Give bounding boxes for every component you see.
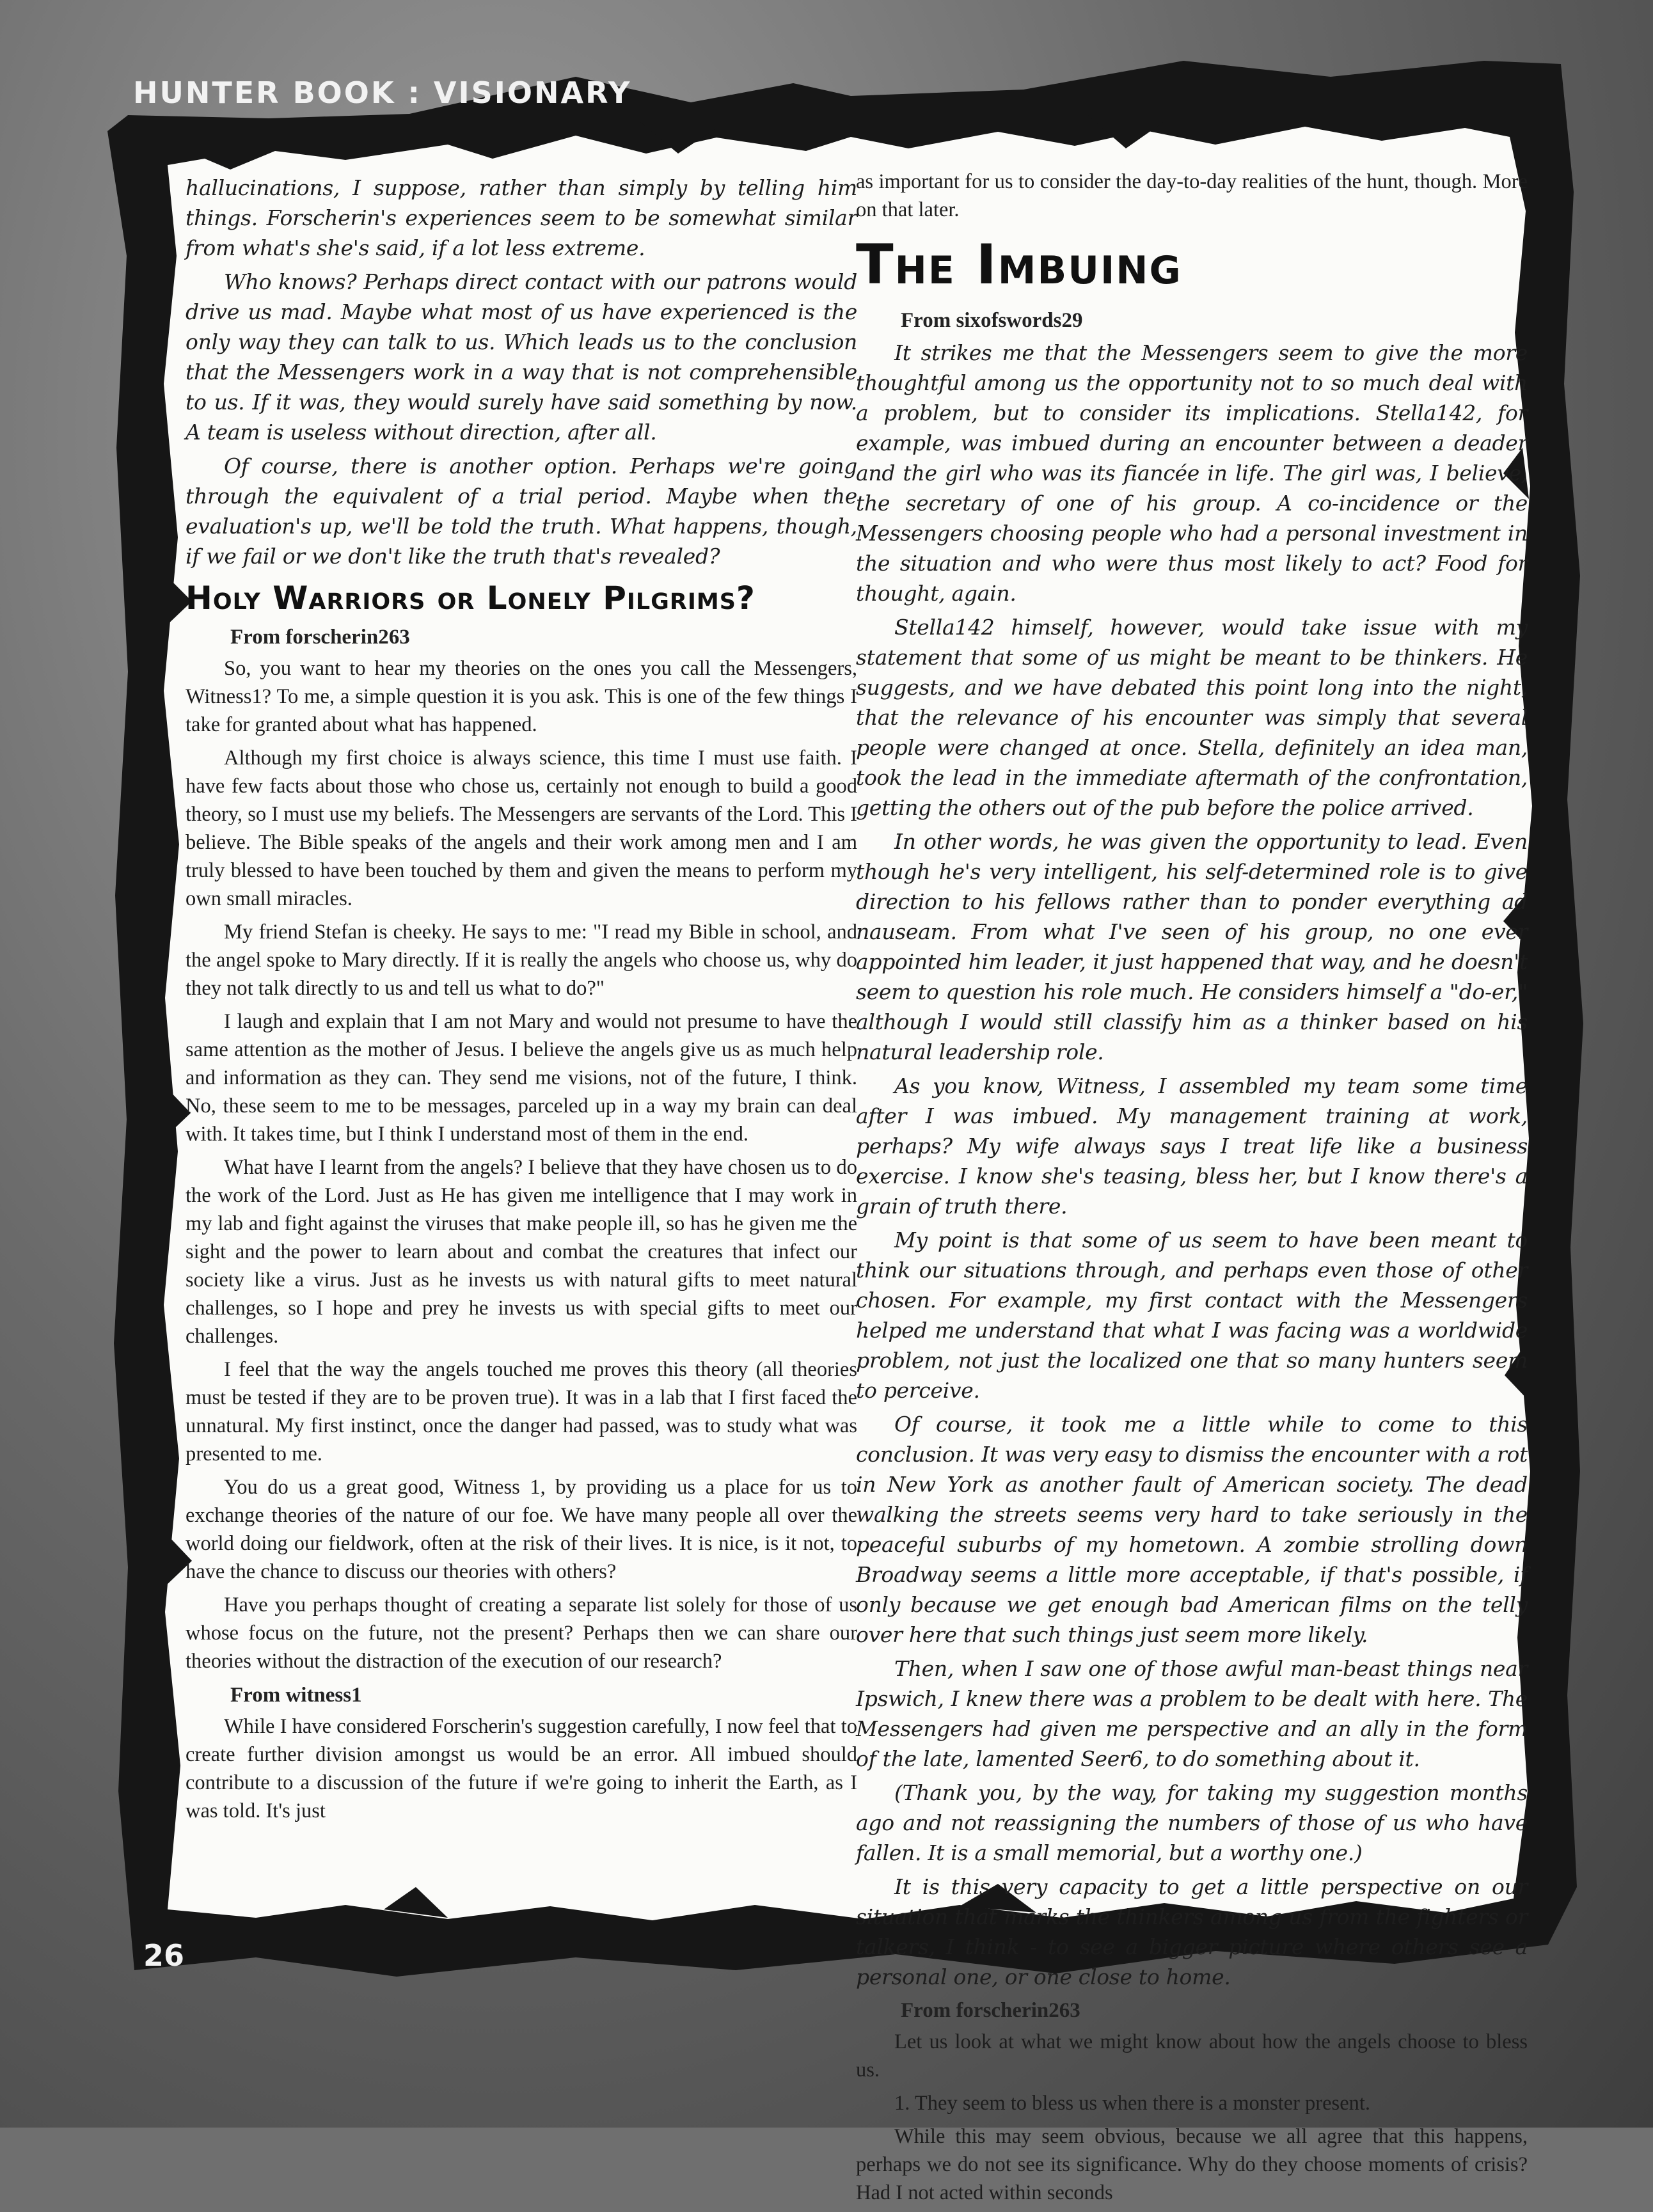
handwritten-paragraph: My point is that some of us seem to have been meant to think our situations through, and perhaps even those of other chosen. For example, my first contact with the Messengers helped me understand that what I was facing was a worldwide problem, not just the localized one that so many hunters seem to perceive. [856,1228,1528,1403]
handwritten-paragraph: As you know, Witness, I assembled my team some time after I was imbued. My management training at work, perhaps? My wife always says I treat life like a business exercise. I know she's teasing, bless her, but I know there's a grain of truth there. [856,1073,1528,1219]
body-paragraph: I feel that the way the angels touched me proves this theory (all theories must be tested if they are to be proven true). It was in a lab that I first faced the unnatural. My first instinct, once the danger had passed, was to study what was presented to me. [186,1358,857,1465]
body-paragraph: While this may seem obvious, because we all agree that this happens, perhaps we do not see its significance. Why do they choose moments of crisis? Had I not acted within seconds [856,2125,1528,2204]
body-paragraph: You do us a great good, Witness 1, by providing us a place for us to exchange theories of the nature of our foe. We have many people all over the world doing our fieldwork, often at the risk of their lives. It is nice, is it not, to have the chance to discuss our theories with others? [186,1476,857,1583]
left-column [186,173,857,1830]
body-paragraph: My friend Stefan is cheeky. He says to me: "I read my Bible in school, and the angel spoke to Mary directly. If it is really the angels who choose us, why do they not talk directly to us and tell us what to do?" [186,920,857,1000]
handwritten-paragraph: In other words, he was given the opportunity to lead. Even though he's very intelligent, his self-determined role is to give direction to his fellows rather than to ponder everything ad nauseam. From what I've seen of his group, no one ever appointed him leader, it just happened that way, and he doesn't seem to question his role much. He considers himself a "do-er," although I would still classify him as a thinker based on his natural leadership role. [856,829,1528,1064]
post-author: From sixofswords29 [901,309,1083,332]
handwritten-paragraph: hallucinations, I suppose, rather than simply by telling him things. Forscherin's experiences seem to be somewhat similar from what's she's said, if a lot less extreme. [186,175,857,260]
body-paragraph: Let us look at what we might know about how the angels choose to bless us. [856,2030,1528,2082]
handwritten-paragraph: Of course, there is another option. Perhaps we're going through the equivalent of a trial period. Maybe when the evaluation's up, we'll be told the truth. What happens, though, if we fail or we don't like the truth that's revealed? [186,454,857,569]
handwritten-paragraph: Then, when I saw one of those awful man-beast things near Ipswich, I knew there was a problem to be dealt with here. The Messengers had given me perspective and an ally in the form of the late, lamented Seer6, to do something about it. [856,1656,1528,1771]
handwritten-paragraph: Stella142 himself, however, would take issue with my statement that some of us might be meant to be thinkers. He suggests, and we have debated this point long into the night, that the relevance of his encounter was simply that several people were changed at once. Stella, definitely an idea man, took the lead in the immediate aftermath of the confrontation, getting the others out of the pub before the police arrived. [856,615,1528,820]
handwritten-paragraph: (Thank you, by the way, for taking my suggestion months ago and not reassigning the numbers of those of us who have fallen. It is a small memorial, but a worthy one.) [856,1780,1528,1865]
running-head: HUNTER BOOK : VISIONARY [133,75,632,110]
section-heading: The Imbuing [856,233,1182,297]
post-author: From forscherin263 [230,626,410,649]
handwritten-paragraph: It is this very capacity to get a little perspective on our situation that marks the thinkers among us from the fighters or talkers, I think - to see a bigger picture where others see a personal one, or one close to home. [856,1874,1528,1989]
body-paragraph: 1. They seem to bless us when there is a monster present. [894,2092,1371,2115]
section-heading: Holy Warriors or Lonely Pilgrims? [186,580,755,617]
handwritten-paragraph: Who knows? Perhaps direct contact with our patrons would drive us mad. Maybe what most of us have experienced is the only way they can talk to us. Which leads us to the conclusion that the Messengers work in a way that is not comprehensible to us. If it was, they would surely have said something by now. A team is useless without direction, after all. [186,269,857,445]
body-paragraph: Although my first choice is always science, this time I must use faith. I have few facts about those who chose us, certainly not enough to build a good theory, so I must use my beliefs. The Messengers are servants of the Lord. This I believe. The Bible speaks of the angels and their work among men and I am truly blessed to have been touched by them and given the means to perform my own small miracles. [186,747,857,910]
body-paragraph: So, you want to hear my theories on the ones you call the Messengers, Witness1? To me, a simple question it is you ask. This is one of the few things I take for granted about what has happened. [186,657,857,736]
page-number: 26 [143,1938,185,1973]
post-author: From forscherin263 [901,1999,1080,2022]
body-paragraph: I laugh and explain that I am not Mary and would not presume to have the same attention as the mother of Jesus. I believe the angels give us as much help and information as they can. They send me visions, not of the future, I think. No, these seem to me to be messages, parceled up in a way my brain can deal with. It takes time, but I think I understand most of them in the end. [186,1010,857,1146]
handwritten-paragraph: It strikes me that the Messengers seem to give the more thoughtful among us the opportunity not to so much deal with a problem, but to consider its implications. Stella142, for example, was imbued during an encounter between a deader and the girl who was its fiancée in life. The girl was, I believe, the secretary of one of his group. A co-incidence or the Messengers choosing people who had a personal investment in the situation and who were thus most likely to act? Food for thought, again. [856,340,1528,606]
body-paragraph: What have I learnt from the angels? I believe that they have chosen us to do the work of the Lord. Just as He has given me intelligence that I may work in my lab and fight against the viruses that make people ill, so has he given me the sight and the power to learn about and combat the creatures that infect our society like a virus. Just as he invests us with natural gifts to meet natural challenges, so I hope and prey he invests us with special gifts to meet our challenges. [186,1156,857,1348]
post-author: From witness1 [230,1684,362,1707]
body-paragraph: While I have considered Forscherin's suggestion carefully, I now feel that to create further division amongst us would be an error. All imbued should contribute to a discussion of the future if we're going to inherit the Earth, as I was told. It's just [186,1715,857,1822]
handwritten-paragraph: Of course, it took me a little while to come to this conclusion. It was very easy to dismiss the encounter with a rot in New York as another fault of American society. The dead walking the streets seems very hard to take seriously in the peaceful suburbs of my hometown. A zombie strolling down Broadway seems a little more acceptable, if that's possible, if only because we get enough bad American films on the telly over here that such things just seem more likely. [856,1412,1528,1647]
body-paragraph: Have you perhaps thought of creating a separate list solely for those of us whose focus on the future, not the present? Perhaps then we can share our theories without the distraction of the execution of our research? [186,1593,857,1673]
right-column [856,168,1528,2212]
body-paragraph: as important for us to consider the day-to-day realities of the hunt, though. More on that later. [856,170,1528,221]
